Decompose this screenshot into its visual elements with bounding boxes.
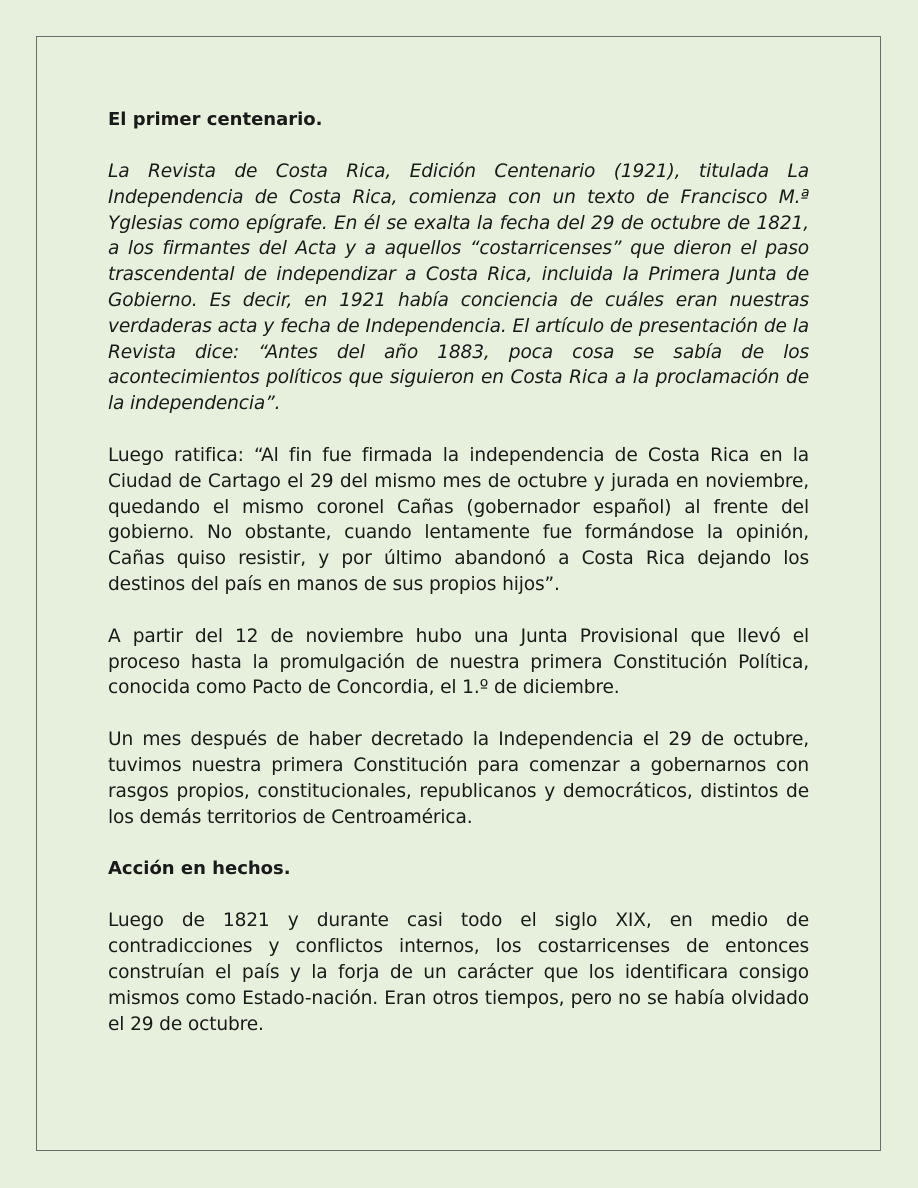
paragraph-revista: La Revista de Costa Rica, Edición Centenario (1921), titulada La Independencia de Costa Rica, comienza con un texto de Francisco M.ª Yglesias como epígrafe. En él se exalta la fecha del 29 de octubre de 1821, a los firmantes del Acta y a aquellos “costarricenses” que dieron el paso trascendental de independizar a Costa Rica, incluida la Primera Junta de Gobierno. Es decir, en 1921 había conciencia de cuáles eran nuestras verdaderas acta y fecha de Independencia. El artículo de presentación de la Revista dice: “Antes del año 1883, poca cosa se sabía de los acontecimientos políticos que siguieron en Costa Rica a la proclamación de la independencia”. bbox=[108, 161, 809, 415]
spacer bbox=[108, 598, 809, 624]
paragraph-constitucion: Un mes después de haber decretado la Independencia el 29 de octubre, tuvimos nuestra primera Constitución para comenzar a gobernarnos con rasgos propios, constitucionales, republicanos y democráticos, distintos de los demás territorios de Centroamérica. bbox=[108, 729, 809, 828]
paragraph-ratifica: Luego ratifica: “Al fin fue firmada la independencia de Costa Rica en la Ciudad de Cartago el 29 del mismo mes de octubre y jurada en noviembre, quedando el mismo coronel Cañas (gobernador español) al frente del gobierno. No obstante, cuando lentamente fue formándose la opinión, Cañas quiso resistir, y por último abandonó a Costa Rica dejando los destinos del país en manos de sus propios hijos”. bbox=[108, 444, 809, 595]
spacer bbox=[108, 701, 809, 727]
spacer bbox=[108, 882, 809, 908]
spacer bbox=[108, 830, 809, 856]
paragraph-junta-provisional: A partir del 12 de noviembre hubo una Junta Provisional que llevó el proceso hasta la promulgación de nuestra primera Constitución Política, conocida como Pacto de Concordia, el 1.º de diciembre. bbox=[108, 625, 809, 699]
spacer bbox=[108, 417, 809, 443]
spacer bbox=[108, 133, 809, 159]
document-body bbox=[108, 107, 809, 1037]
section-heading-primer-centenario: El primer centenario. bbox=[108, 109, 323, 130]
paragraph-siglo-xix: Luego de 1821 y durante casi todo el siglo XIX, en medio de contradicciones y conflictos internos, los costarricenses de entonces construían el país y la forja de un carácter que los identificara consigo mismos como Estado-nación. Eran otros tiempos, pero no se había olvidado el 29 de octubre. bbox=[108, 910, 809, 1035]
section-heading-accion-en-hechos: Acción en hechos. bbox=[108, 858, 291, 880]
